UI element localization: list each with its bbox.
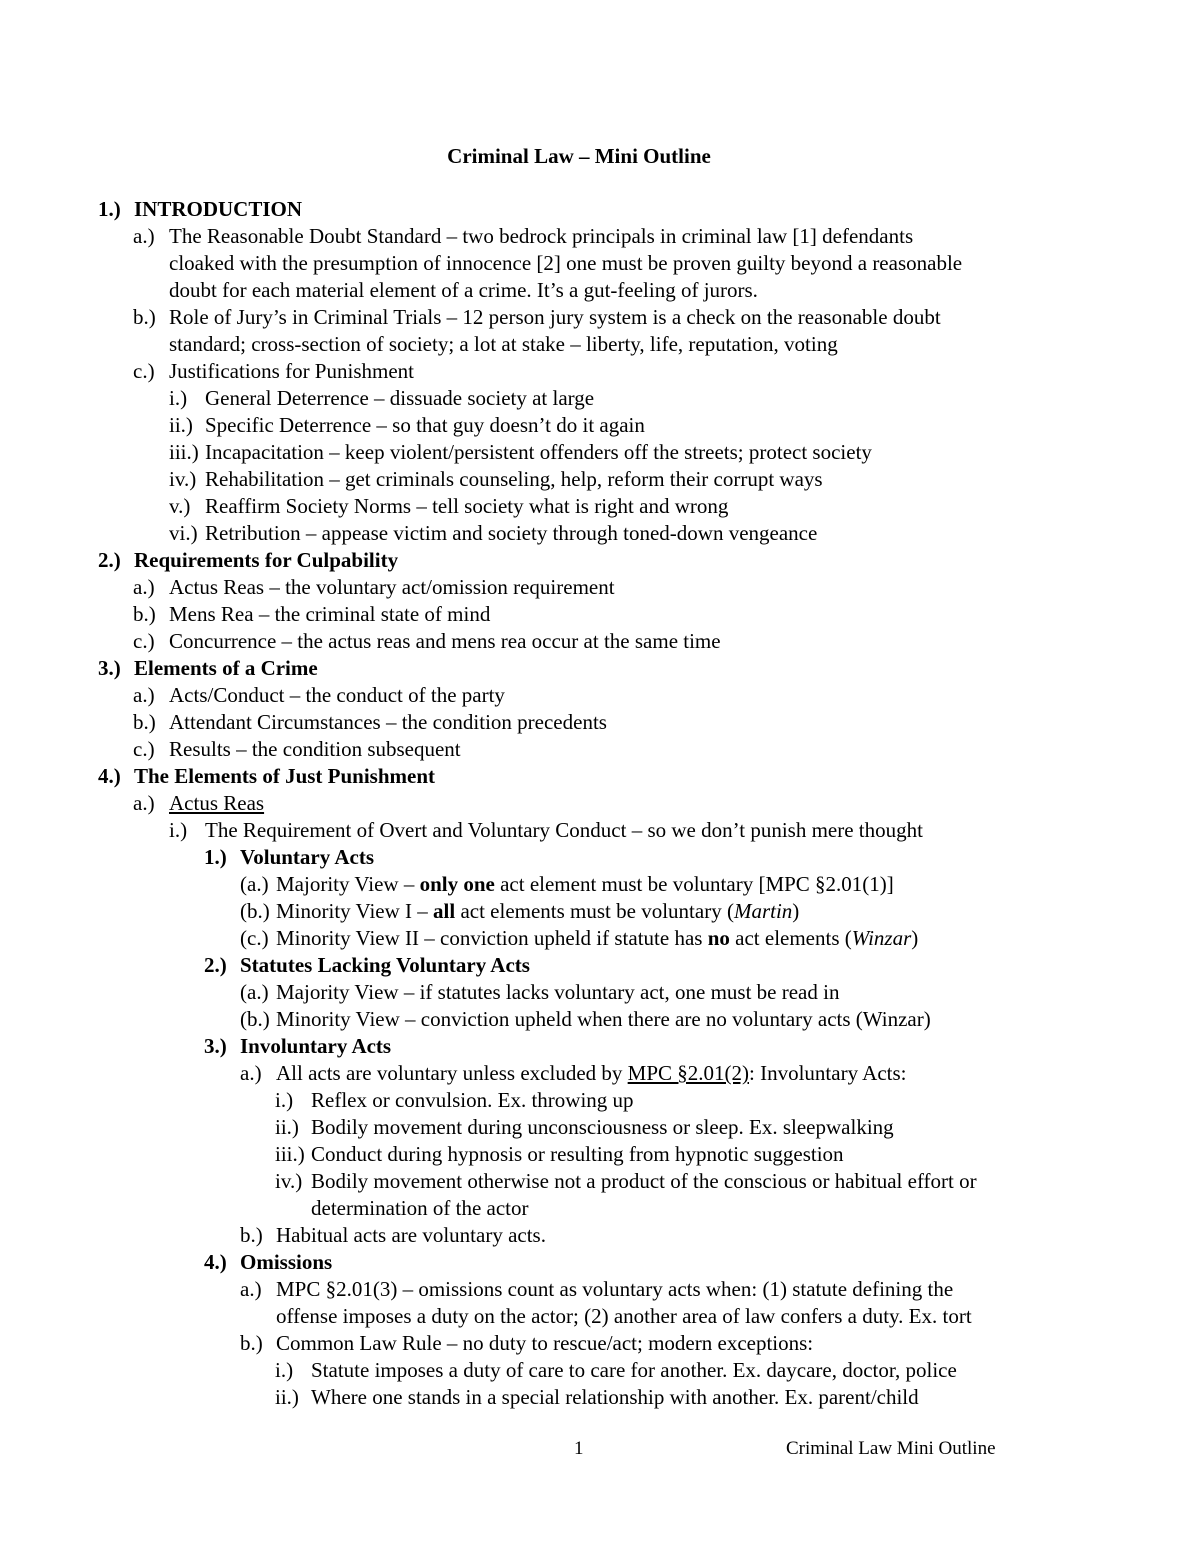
item-label: (b.)	[240, 899, 270, 923]
list-item	[0, 979, 1200, 1006]
footer-title: Criminal Law Mini Outline	[786, 1438, 996, 1459]
section-title: Elements of a Crime	[134, 656, 318, 680]
item-text: Statute imposes a duty of care to care for another. Ex. daycare, doctor, police	[311, 1358, 957, 1382]
list-item	[0, 871, 1200, 898]
item-text: Where one stands in a special relationship with another. Ex. parent/child	[311, 1385, 919, 1409]
subsection-number: 1.)	[204, 845, 227, 869]
list-item	[0, 1141, 1200, 1168]
list-item	[0, 223, 1200, 250]
item-text: Minority View II – conviction upheld if statute has no act elements (Winzar)	[276, 926, 919, 950]
item-text: Mens Rea – the criminal state of mind	[169, 602, 491, 626]
item-text: Results – the condition subsequent	[169, 737, 461, 761]
subsection-heading	[0, 952, 1200, 979]
list-item	[0, 1168, 1200, 1195]
list-item	[0, 601, 1200, 628]
section-number: 4.)	[98, 764, 121, 788]
list-item	[0, 1330, 1200, 1357]
item-text: Majority View – if statutes lacks voluntary act, one must be read in	[276, 980, 840, 1004]
section-heading	[0, 763, 1200, 790]
item-label: vi.)	[169, 521, 198, 545]
item-label: i.)	[275, 1088, 294, 1112]
item-text: Acts/Conduct – the conduct of the party	[169, 683, 505, 707]
item-text: The Reasonable Doubt Standard – two bedrock principals in criminal law [1] defendants	[169, 224, 914, 248]
item-label: c.)	[133, 737, 155, 761]
item-label: ii.)	[275, 1115, 299, 1139]
item-label: iii.)	[169, 440, 199, 464]
section-heading	[0, 547, 1200, 574]
item-text: The Requirement of Overt and Voluntary Conduct – so we don’t punish mere thought	[205, 818, 923, 842]
section-title: The Elements of Just Punishment	[134, 764, 436, 788]
list-item	[0, 412, 1200, 439]
subsection-title: Involuntary Acts	[240, 1034, 392, 1058]
item-text: Minority View I – all act elements must be voluntary (Martin)	[276, 899, 800, 923]
subsection-title: Omissions	[240, 1250, 333, 1274]
item-label: iii.)	[275, 1142, 305, 1166]
item-label: b.)	[133, 602, 156, 626]
item-text: Attendant Circumstances – the condition precedents	[169, 710, 607, 734]
item-text: determination of the actor	[311, 1196, 529, 1220]
section-number: 2.)	[98, 548, 121, 572]
item-text: Common Law Rule – no duty to rescue/act; modern exceptions:	[276, 1331, 814, 1355]
list-item	[0, 790, 1200, 817]
subsection-heading	[0, 1249, 1200, 1276]
list-item	[0, 1060, 1200, 1087]
subsection-number: 4.)	[204, 1250, 227, 1274]
list-item	[0, 1222, 1200, 1249]
list-item	[0, 682, 1200, 709]
item-text: Bodily movement otherwise not a product of the conscious or habitual effort or	[311, 1169, 977, 1193]
item-text: Specific Deterrence – so that guy doesn’t do it again	[205, 413, 645, 437]
list-item	[0, 1006, 1200, 1033]
item-text: Actus Reas – the voluntary act/omission requirement	[169, 575, 615, 599]
subsection-title: Voluntary Acts	[240, 845, 374, 869]
section-title: INTRODUCTION	[134, 197, 303, 221]
subsection-number: 2.)	[204, 953, 227, 977]
item-label: i.)	[169, 386, 188, 410]
item-text: cloaked with the presumption of innocence [2] one must be proven guilty beyond a reasonable	[169, 251, 963, 275]
item-text: Incapacitation – keep violent/persistent offenders off the streets; protect society	[205, 440, 872, 464]
list-item	[0, 1114, 1200, 1141]
section-number: 1.)	[98, 197, 121, 221]
item-text: Justifications for Punishment	[169, 359, 414, 383]
item-label: b.)	[133, 710, 156, 734]
list-item-continuation	[0, 1195, 1200, 1222]
list-item	[0, 304, 1200, 331]
item-text: All acts are voluntary unless excluded by MPC §2.01(2): Involuntary Acts:	[276, 1061, 907, 1085]
list-item	[0, 493, 1200, 520]
item-label: a.)	[240, 1061, 262, 1085]
item-label: a.)	[133, 224, 155, 248]
item-label: (c.)	[240, 926, 269, 950]
item-text: offense imposes a duty on the actor; (2) another area of law confers a duty. Ex. tort	[276, 1304, 972, 1328]
item-text: standard; cross-section of society; a lot at stake – liberty, life, reputation, voting	[169, 332, 838, 356]
list-item	[0, 1384, 1200, 1411]
item-text: Reflex or convulsion. Ex. throwing up	[311, 1088, 634, 1112]
list-item	[0, 385, 1200, 412]
item-label: v.)	[169, 494, 191, 518]
list-item	[0, 1087, 1200, 1114]
item-label: i.)	[169, 818, 188, 842]
item-label: (a.)	[240, 980, 269, 1004]
item-label: ii.)	[169, 413, 193, 437]
item-text: MPC §2.01(3) – omissions count as voluntary acts when: (1) statute defining the	[276, 1277, 954, 1301]
list-item-continuation	[0, 331, 1200, 358]
item-label: a.)	[133, 791, 155, 815]
subsection-title: Statutes Lacking Voluntary Acts	[240, 953, 530, 977]
subsection-number: 3.)	[204, 1034, 227, 1058]
outline	[0, 196, 1200, 1411]
section-heading	[0, 655, 1200, 682]
list-item	[0, 574, 1200, 601]
item-label: i.)	[275, 1358, 294, 1382]
section-heading	[0, 196, 1200, 223]
page-number: 1	[574, 1438, 584, 1459]
list-item	[0, 358, 1200, 385]
document-title: Criminal Law – Mini Outline	[447, 144, 711, 168]
list-item	[0, 898, 1200, 925]
item-text: Habitual acts are voluntary acts.	[276, 1223, 546, 1247]
subsection-heading	[0, 844, 1200, 871]
item-text: Conduct during hypnosis or resulting from hypnotic suggestion	[311, 1142, 844, 1166]
list-item	[0, 736, 1200, 763]
item-text: General Deterrence – dissuade society at large	[205, 386, 595, 410]
subsection-heading	[0, 1033, 1200, 1060]
list-item	[0, 439, 1200, 466]
item-label: c.)	[133, 359, 155, 383]
item-label: (a.)	[240, 872, 269, 896]
item-text: Reaffirm Society Norms – tell society what is right and wrong	[205, 494, 729, 518]
item-text: doubt for each material element of a crime. It’s a gut-feeling of jurors.	[169, 278, 758, 302]
list-item	[0, 817, 1200, 844]
section-title: Requirements for Culpability	[134, 548, 399, 572]
list-item	[0, 466, 1200, 493]
list-item	[0, 1357, 1200, 1384]
list-item-continuation	[0, 277, 1200, 304]
item-text: Retribution – appease victim and society through toned-down vengeance	[205, 521, 818, 545]
list-item	[0, 1276, 1200, 1303]
item-label: b.)	[240, 1223, 263, 1247]
item-label: a.)	[240, 1277, 262, 1301]
item-label: a.)	[133, 575, 155, 599]
item-label: c.)	[133, 629, 155, 653]
list-item-continuation	[0, 250, 1200, 277]
item-text: Majority View – only one act element must be voluntary [MPC §2.01(1)]	[276, 872, 894, 896]
item-label: a.)	[133, 683, 155, 707]
item-text: Actus Reas	[169, 791, 265, 815]
item-text: Rehabilitation – get criminals counseling, help, reform their corrupt ways	[205, 467, 823, 491]
item-label: iv.)	[275, 1169, 303, 1193]
section-number: 3.)	[98, 656, 121, 680]
item-text: Role of Jury’s in Criminal Trials – 12 person jury system is a check on the reasonable doubt	[169, 305, 941, 329]
list-item	[0, 709, 1200, 736]
list-item	[0, 925, 1200, 952]
list-item	[0, 520, 1200, 547]
mpc-reference: MPC §2.01(2)	[627, 1061, 750, 1085]
item-label: ii.)	[275, 1385, 299, 1409]
item-text: Minority View – conviction upheld when there are no voluntary acts (Winzar)	[276, 1007, 931, 1031]
item-label: (b.)	[240, 1007, 270, 1031]
item-label: iv.)	[169, 467, 197, 491]
item-text: Concurrence – the actus reas and mens rea occur at the same time	[169, 629, 721, 653]
item-label: b.)	[133, 305, 156, 329]
item-text: Bodily movement during unconsciousness or sleep. Ex. sleepwalking	[311, 1115, 894, 1139]
item-label: b.)	[240, 1331, 263, 1355]
list-item-continuation	[0, 1303, 1200, 1330]
list-item	[0, 628, 1200, 655]
